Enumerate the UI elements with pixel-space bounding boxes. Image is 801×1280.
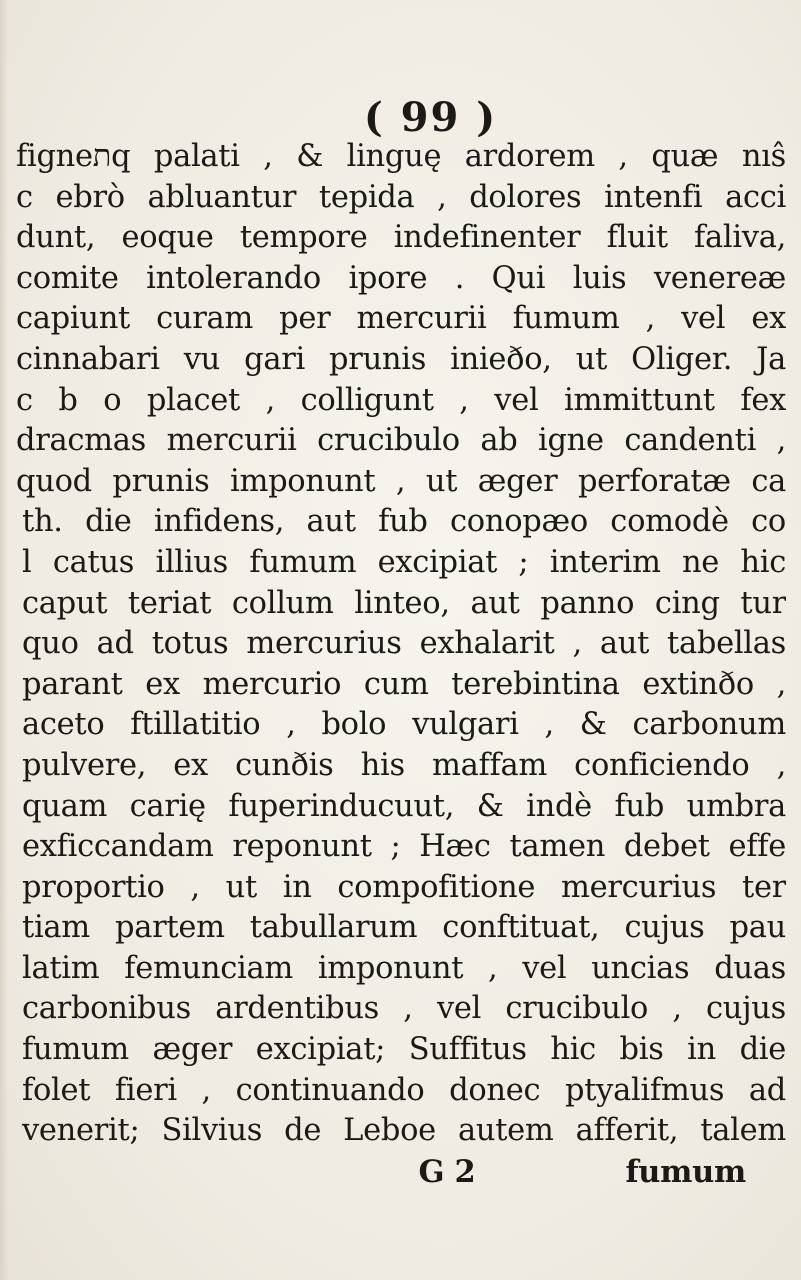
text-line: venerit; Silvius de Leboe autem afferit, talem bbox=[22, 1113, 786, 1149]
text-line: quod prunis imponunt , ut æger perforatæ ca bbox=[16, 463, 786, 499]
text-line: dracmas mercurii crucibulo ab igne candenti , bbox=[16, 423, 786, 459]
text-line: figneתq palati , & linguę ardorem , quæ nıŝ bbox=[16, 139, 786, 174]
text-line: fumum æger excipiat; Suffitus hic bis in die bbox=[22, 1032, 786, 1068]
text-line: th. die infidens, aut fub conopæo comodè co bbox=[22, 504, 786, 540]
catchword: fumum bbox=[625, 1153, 746, 1190]
text-line: quam carię fuperinducuut, & indè fub umbra bbox=[22, 788, 786, 824]
text-line: caput teriat collum linteo, aut panno cing tur bbox=[22, 585, 786, 621]
text-line: l catus illius fumum excipiat ; interim ne hic bbox=[22, 544, 786, 580]
text-line: aceto ftillatitio , bolo vulgari , & carbonum bbox=[22, 707, 786, 743]
text-line: latim femunciam imponunt , vel uncias duas bbox=[22, 950, 786, 986]
body-text bbox=[16, 137, 786, 1192]
text-line: folet fieri , continuando donec ptyalifmus ad bbox=[22, 1072, 786, 1108]
footer-line bbox=[16, 1152, 786, 1193]
text-line: c b o placet , colligunt , vel immittunt fex bbox=[16, 382, 786, 418]
text-line: cinnabari vu gari prunis inieðo, ut Oliger. Ja bbox=[16, 341, 786, 377]
text-line: carbonibus ardentibus , vel crucibulo , cujus bbox=[22, 991, 786, 1027]
signature-mark: G 2 bbox=[418, 1153, 476, 1190]
text-line: parant ex mercurio cum terebintina extinðo , bbox=[22, 666, 786, 702]
page-number: ( 99 ) bbox=[363, 94, 498, 141]
text-line: pulvere, ex cunðis his maffam conficiendo , bbox=[22, 747, 786, 783]
text-line: capiunt curam per mercurii fumum , vel ex bbox=[16, 301, 786, 337]
text-line: dunt, eoque tempore indefinenter fluit faliva, bbox=[16, 220, 786, 256]
text-line: exficcandam reponunt ; Hæc tamen debet effe bbox=[22, 829, 786, 865]
text-line: c ebrò abluantur tepida , dolores intenfi acci bbox=[16, 179, 786, 215]
text-line: tiam partem tabullarum conftituat, cujus pau bbox=[22, 910, 786, 946]
page-gutter-shadow bbox=[0, 0, 8, 1280]
text-line: quo ad totus mercurius exhalarit , aut tabellas bbox=[22, 626, 786, 662]
text-line: comite intolerando ipore . Qui luis venereæ bbox=[16, 260, 786, 296]
text-line: proportio , ut in compofitione mercurius ter bbox=[22, 869, 786, 905]
